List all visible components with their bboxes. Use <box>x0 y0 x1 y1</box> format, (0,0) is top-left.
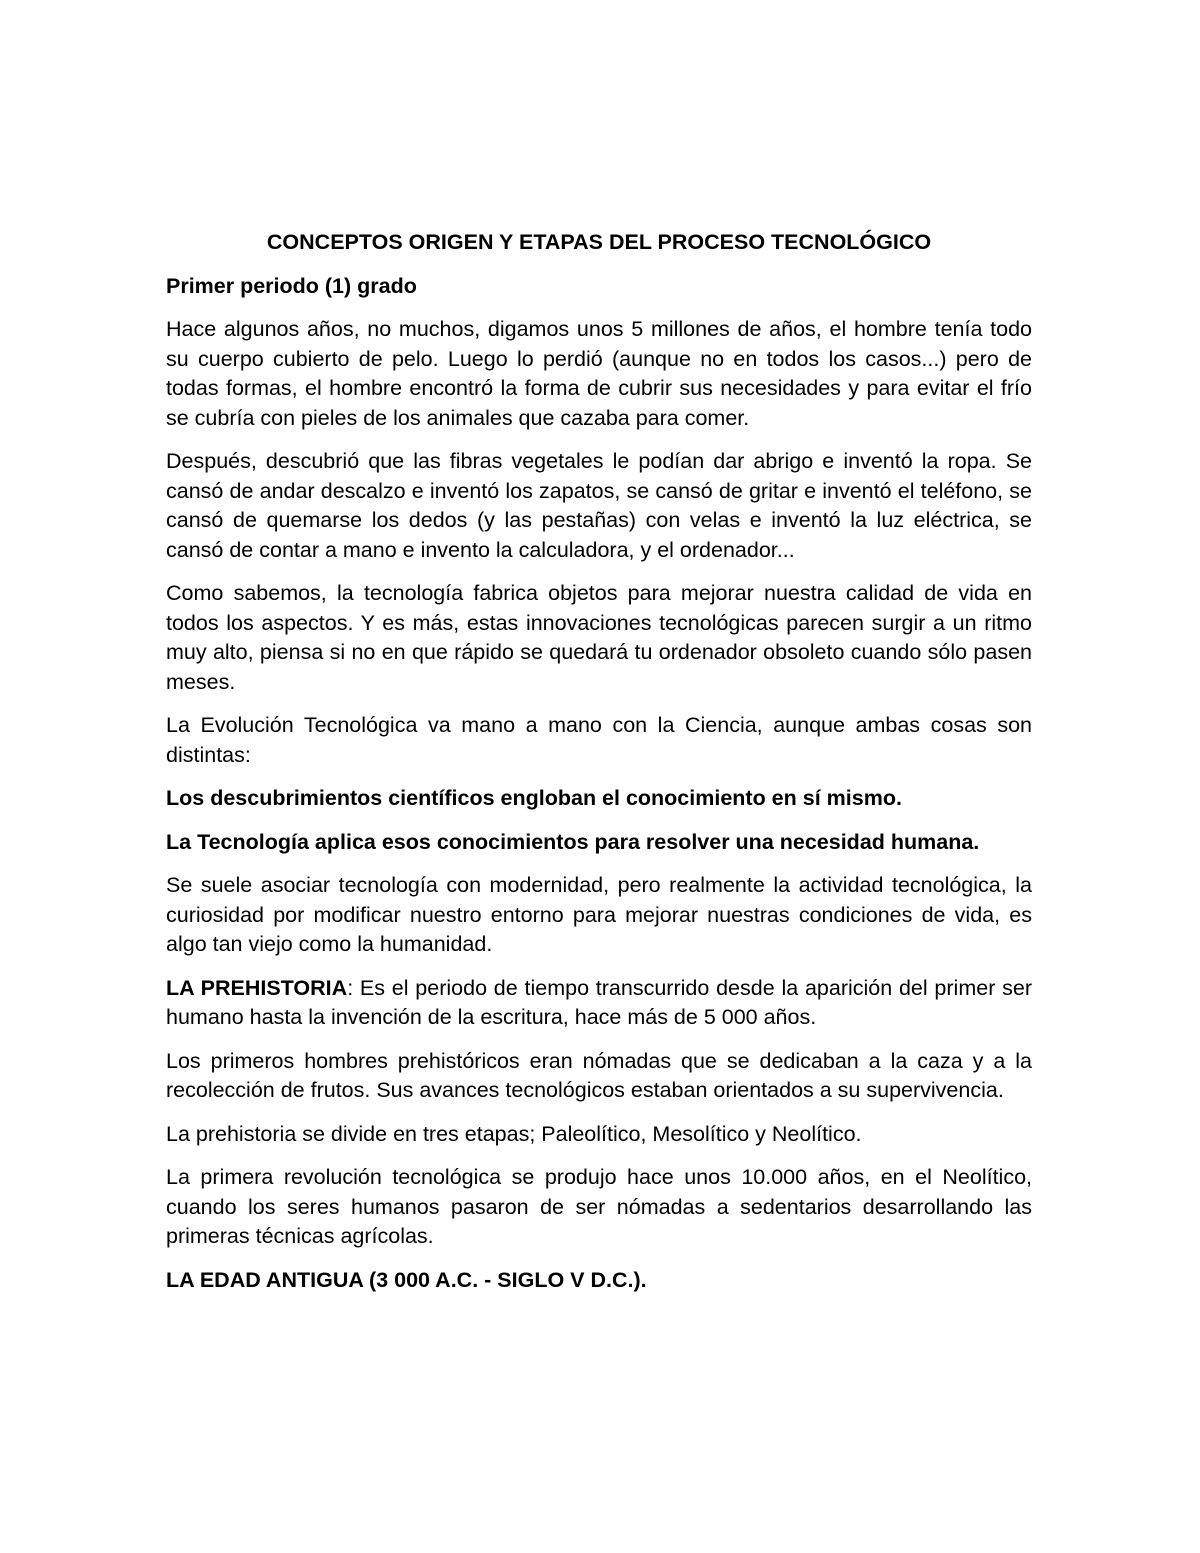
heading-edad-antigua: LA EDAD ANTIGUA (3 000 A.C. - SIGLO V D.C.). <box>166 1267 647 1292</box>
paragraph-first-revolution: La primera revolución tecnológica se produjo hace unos 10.000 años, en el Neolítico, cuando los seres humanos pasaron de ser nómadas a sedentarios desarrollando las primeras técnicas agrícolas. <box>166 1165 1032 1248</box>
paragraph-technology-applies: La Tecnología aplica esos conocimientos para resolver una necesidad humana. <box>166 829 980 854</box>
paragraph-inventions: Después, descubrió que las fibras vegetales le podían dar abrigo e inventó la ropa. Se cansó de andar descalzo e inventó los zapatos, se cansó de gritar e inventó el teléfono, se cansó de quemarse los dedos (y las pestañas) con velas e inventó la luz eléctrica, se cansó de contar a mano e invento la calculadora, y el ordenador... <box>166 449 1032 562</box>
paragraph-quality-of-life: Como sabemos, la tecnología fabrica objetos para mejorar nuestra calidad de vida en todos los aspectos. Y es más, estas innovaciones tecnológicas parecen surgir a un ritmo muy alto, piensa si no en que rápido se quedará tu ordenador obsoleto cuando sólo pasen meses. <box>166 581 1032 694</box>
document-subtitle: Primer periodo (1) grado <box>166 273 417 298</box>
paragraph-stages: La prehistoria se divide en tres etapas; Paleolítico, Mesolítico y Neolítico. <box>166 1121 862 1146</box>
paragraph-evolution-science: La Evolución Tecnológica va mano a mano con la Ciencia, aunque ambas cosas son distintas: <box>166 713 1032 767</box>
paragraph-origin: Hace algunos años, no muchos, digamos unos 5 millones de años, el hombre tenía todo su cuerpo cubierto de pelo. Luego lo perdió (aunque no en todos los casos...) pero de todas formas, el hombre encontró la forma de cubrir sus necesidades y para evitar el frío se cubría con pieles de los animales que cazaba para comer. <box>166 317 1032 430</box>
document-body <box>166 228 1032 1295</box>
paragraph-nomads: Los primeros hombres prehistóricos eran nómadas que se dedicaban a la caza y a la recolección de frutos. Sus avances tecnológicos estaban orientados a su supervivencia. <box>166 1048 1032 1102</box>
paragraph-prehistory <box>166 974 1032 1033</box>
document-title: CONCEPTOS ORIGEN Y ETAPAS DEL PROCESO TECNOLÓGICO <box>266 230 932 254</box>
prehistory-definition: : Es el periodo de tiempo transcurrido desde la aparición del primer ser humano hasta la invención de la escritura, hace más de 5 000 años. <box>166 975 1032 1029</box>
paragraph-modernity: Se suele asociar tecnología con modernidad, pero realmente la actividad tecnológica, la curiosidad por modificar nuestro entorno para mejorar nuestras condiciones de vida, es algo tan viejo como la humanidad. <box>166 873 1032 956</box>
paragraph-scientific-discoveries: Los descubrimientos científicos engloban el conocimiento en sí mismo. <box>166 786 902 810</box>
prehistory-heading: LA PREHISTORIA <box>166 975 348 1000</box>
